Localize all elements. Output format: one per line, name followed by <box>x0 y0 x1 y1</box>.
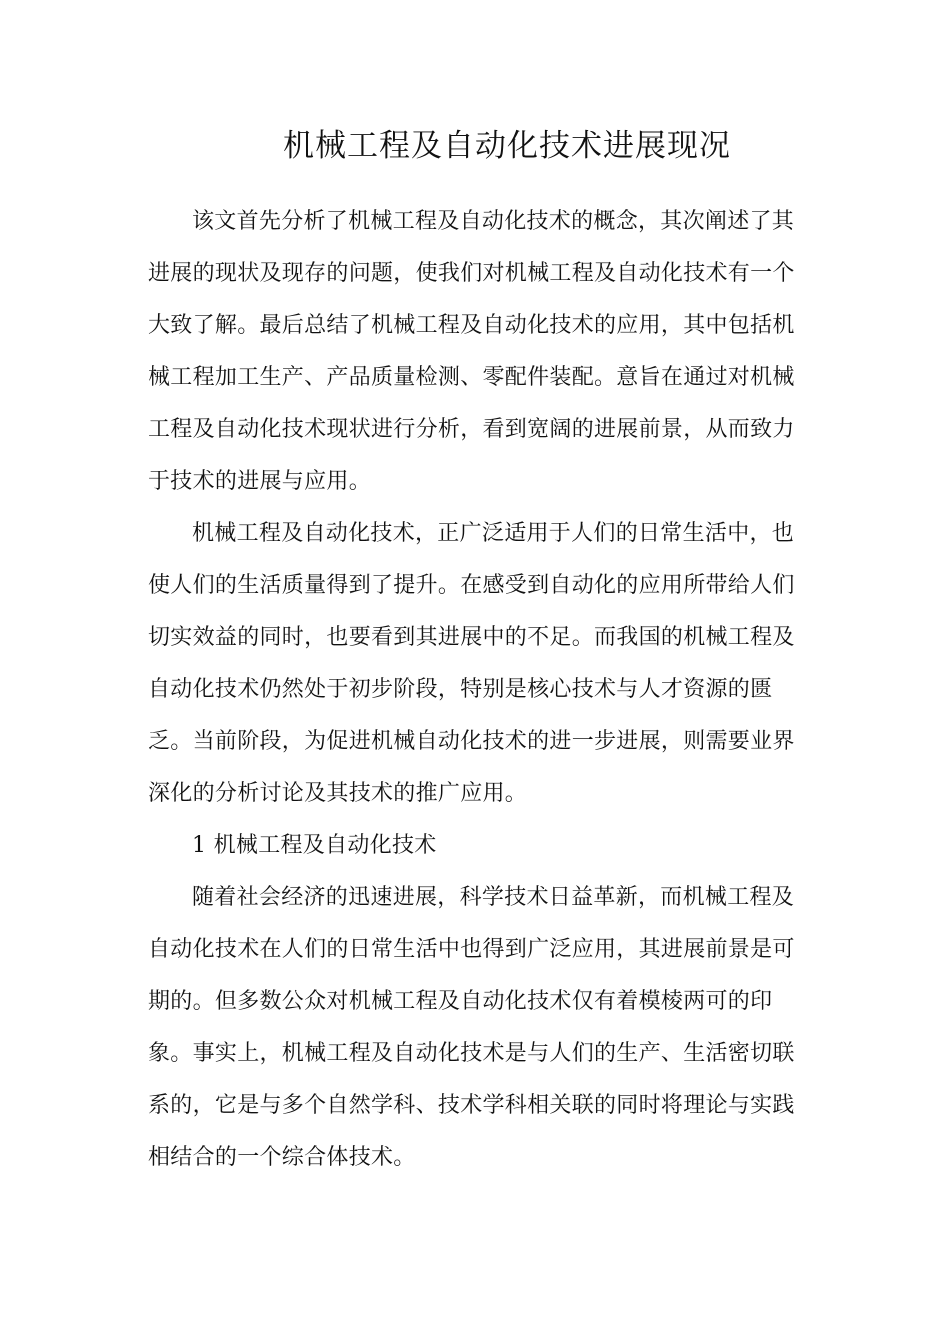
text-line: 自动化技术在人们的日常生活中也得到广泛应用，其进展前景是可 <box>148 937 795 962</box>
text-line: 期的。但多数公众对机械工程及自动化技术仅有着模棱两可的印 <box>148 989 773 1014</box>
paragraph-background <box>148 508 798 820</box>
text-line: 深化的分析讨论及其技术的推广应用。 <box>148 781 528 806</box>
text-line: 该文首先分析了机械工程及自动化技术的概念，其次阐述了其 <box>192 209 795 234</box>
text-line: 机械工程及自动化技术，正广泛适用于人们的日常生活中，也 <box>192 521 795 546</box>
text-line: 切实效益的同时，也要看到其进展中的不足。而我国的机械工程及 <box>148 625 795 650</box>
text-line: 械工程加工生产、产品质量检测、零配件装配。意旨在通过对机械 <box>148 365 795 390</box>
text-line: 乏。当前阶段，为促进机械自动化技术的进一步进展，则需要业界 <box>148 729 795 754</box>
text-line: 工程及自动化技术现状进行分析，看到宽阔的进展前景，从而致力 <box>148 417 795 442</box>
text-line: 进展的现状及现存的问题，使我们对机械工程及自动化技术有一个 <box>148 261 795 286</box>
text-line: 于技术的进展与应用。 <box>148 469 372 494</box>
text-line: 自动化技术仍然处于初步阶段，特别是核心技术与人才资源的匮 <box>148 677 773 702</box>
text-line: 系的，它是与多个自然学科、技术学科相关联的同时将理论与实践 <box>148 1093 795 1118</box>
text-line: 相结合的一个综合体技术。 <box>148 1145 416 1170</box>
paragraph-intro <box>148 196 798 508</box>
text-line: 使人们的生活质量得到了提升。在感受到自动化的应用所带给人们 <box>148 573 795 598</box>
document-body <box>148 196 798 1184</box>
section-heading <box>148 820 798 872</box>
paragraph-section-1 <box>148 872 798 1184</box>
text-line: 大致了解。最后总结了机械工程及自动化技术的应用，其中包括机 <box>148 313 795 338</box>
text-line: 象。事实上，机械工程及自动化技术是与人们的生产、生活密切联 <box>148 1041 795 1066</box>
section-heading-text: 1 机械工程及自动化技术 <box>192 833 437 858</box>
text-line: 随着社会经济的迅速进展，科学技术日益革新，而机械工程及 <box>192 885 795 910</box>
document-title: 机械工程及自动化技术进展现况 <box>283 128 731 164</box>
